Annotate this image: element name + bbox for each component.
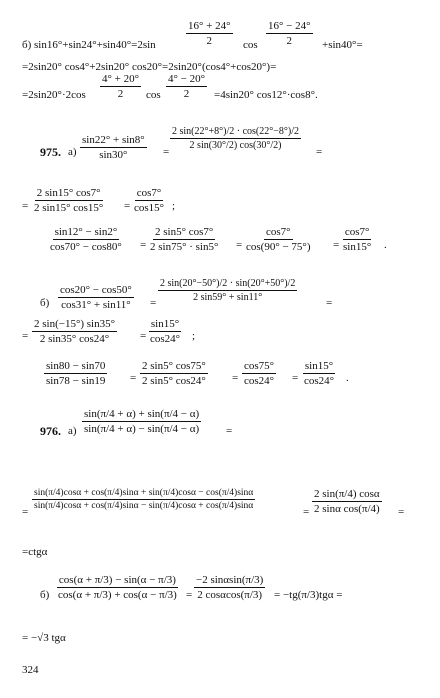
numerator: −2 sinαsin(π/3) bbox=[196, 574, 264, 586]
numerator: sin(π/4)cosα + cos(π/4)sinα + sin(π/4)cosα − cos(π/4)sinα bbox=[34, 488, 254, 498]
denominator: cos24° bbox=[244, 375, 275, 387]
fraction bbox=[302, 360, 336, 387]
denominator: 2 sin15° cos15° bbox=[34, 202, 104, 214]
result: =ctgα bbox=[22, 546, 48, 558]
numerator: 2 sin(20°−50°)/2 · sin(20°+50°)/2 bbox=[160, 278, 296, 289]
expr-tail: =4sin20° cos12°·cos8°. bbox=[214, 89, 318, 101]
numerator: sin12° − sin2° bbox=[54, 226, 118, 238]
denominator: sin78 − sin19 bbox=[46, 375, 106, 387]
fraction bbox=[58, 284, 134, 311]
numerator: cos7° bbox=[265, 226, 291, 238]
denominator: sin(π/4)cosα + cos(π/4)sinα − sin(π/4)cosα + cos(π/4)sinα bbox=[34, 501, 254, 511]
denominator: 2 cosαcos(π/3) bbox=[197, 589, 263, 601]
numerator: sin15° bbox=[150, 318, 180, 330]
denominator: 2 sin(30°/2) cos(30°/2) bbox=[189, 140, 282, 151]
fraction bbox=[242, 360, 276, 387]
denominator: cos15° bbox=[134, 202, 165, 214]
fraction bbox=[158, 278, 297, 303]
numerator: cos7° bbox=[344, 226, 370, 238]
expr-text: б) sin16°+sin24°+sin40°=2sin bbox=[22, 39, 156, 51]
equals: = bbox=[333, 239, 340, 251]
numerator: 2 sin(π/4) cosα bbox=[314, 488, 380, 500]
denominator: cos70° − cos80° bbox=[50, 241, 122, 253]
equals: = bbox=[226, 425, 233, 437]
equals: = bbox=[186, 589, 193, 601]
page-number: 324 bbox=[22, 664, 39, 676]
equals: = bbox=[140, 330, 147, 342]
fraction bbox=[140, 360, 208, 387]
numerator: 2 sin5° cos75° bbox=[142, 360, 206, 372]
problem-number: 976. bbox=[40, 424, 61, 438]
numerator: cos75° bbox=[244, 360, 275, 372]
denominator: 2 bbox=[286, 35, 292, 47]
numerator: cos7° bbox=[136, 187, 162, 199]
expr-line-2: =2sin20° cos4°+2sin20° cos20°=2sin20°(cos4°+cos20°)= bbox=[22, 61, 277, 73]
equals: = bbox=[326, 297, 333, 309]
equals: = bbox=[140, 239, 147, 251]
numerator: 4° + 20° bbox=[102, 73, 140, 85]
denominator: 2 sin75° · sin5° bbox=[150, 241, 219, 253]
subpart-label: а) bbox=[68, 425, 77, 437]
denominator: 2 bbox=[206, 35, 212, 47]
fraction bbox=[32, 488, 255, 511]
denominator: 2 sinα cos(π/4) bbox=[314, 503, 380, 515]
numerator: 2 sin15° cos7° bbox=[36, 187, 101, 199]
equals: = bbox=[163, 146, 170, 158]
numerator: 4° − 20° bbox=[168, 73, 206, 85]
equals: = bbox=[124, 200, 131, 212]
numerator: cos20° − cos50° bbox=[60, 284, 132, 296]
equals: = bbox=[236, 239, 243, 251]
fraction bbox=[341, 226, 373, 253]
equals: = bbox=[130, 372, 137, 384]
fraction bbox=[44, 360, 107, 387]
fraction bbox=[170, 126, 301, 151]
fraction bbox=[186, 20, 233, 47]
result: = −√3 tgα bbox=[22, 632, 66, 644]
denominator: cos31° + sin11° bbox=[61, 299, 131, 311]
numerator: sin80 − sin70 bbox=[46, 360, 106, 372]
fraction bbox=[312, 488, 382, 515]
expr-line-3: =2sin20°·2cos bbox=[22, 89, 86, 101]
numerator: sin(π/4 + α) + sin(π/4 − α) bbox=[84, 408, 200, 420]
punctuation: ; bbox=[192, 330, 196, 342]
problem-number: 975. bbox=[40, 145, 61, 159]
denominator: sin30° bbox=[99, 149, 128, 161]
fraction bbox=[32, 187, 105, 214]
numerator: sin22° + sin8° bbox=[82, 134, 145, 146]
subpart-label: б) bbox=[40, 589, 50, 601]
punctuation: ; bbox=[172, 200, 176, 212]
fraction bbox=[166, 73, 207, 100]
equals: = bbox=[292, 372, 299, 384]
equals: = bbox=[22, 200, 29, 212]
punctuation: . bbox=[384, 239, 387, 251]
fraction bbox=[148, 318, 182, 345]
fraction bbox=[194, 574, 265, 601]
expr-tail: +sin40°= bbox=[322, 39, 363, 51]
fraction bbox=[244, 226, 313, 253]
denominator: 2 bbox=[183, 88, 190, 100]
equals: = bbox=[232, 372, 239, 384]
fraction bbox=[56, 574, 179, 601]
subpart-label: а) bbox=[68, 146, 77, 158]
expr-tail: = −tg(π/3)tgα = bbox=[274, 589, 343, 601]
numerator: 2 sin(22°+8°)/2 · cos(22°−8°)/2 bbox=[172, 126, 299, 137]
cos-text: cos bbox=[243, 39, 258, 51]
fraction bbox=[100, 73, 141, 100]
equals: = bbox=[22, 506, 29, 518]
numerator: 16° + 24° bbox=[188, 20, 231, 32]
denominator: cos24° bbox=[304, 375, 335, 387]
denominator: cos(90° − 75°) bbox=[246, 241, 311, 253]
equals: = bbox=[398, 506, 405, 518]
numerator: 16° − 24° bbox=[268, 20, 311, 32]
punctuation: . bbox=[346, 372, 349, 384]
fraction bbox=[132, 187, 166, 214]
equals: = bbox=[316, 146, 323, 158]
fraction bbox=[266, 20, 313, 47]
denominator: 2 sin35° cos24° bbox=[39, 333, 110, 345]
equals: = bbox=[150, 297, 157, 309]
equals: = bbox=[303, 506, 310, 518]
expr-line-1 bbox=[22, 40, 156, 51]
numerator: sin15° bbox=[304, 360, 334, 372]
denominator: 2 sin59° + sin11° bbox=[193, 292, 263, 303]
denominator: cos24° bbox=[150, 333, 181, 345]
denominator: sin(π/4 + α) − sin(π/4 − α) bbox=[84, 423, 200, 435]
fraction bbox=[32, 318, 117, 345]
fraction bbox=[148, 226, 220, 253]
denominator: 2 sin5° cos24° bbox=[142, 375, 206, 387]
numerator: 2 sin5° cos7° bbox=[155, 226, 214, 238]
fraction bbox=[80, 134, 147, 161]
fraction bbox=[82, 408, 201, 435]
cos-text: cos bbox=[146, 89, 161, 101]
subpart-label: б) bbox=[40, 297, 50, 309]
denominator: cos(α + π/3) + cos(α − π/3) bbox=[58, 589, 177, 601]
fraction bbox=[48, 226, 124, 253]
denominator: 2 bbox=[117, 88, 124, 100]
numerator: cos(α + π/3) − sin(α − π/3) bbox=[58, 574, 176, 586]
equals: = bbox=[22, 330, 29, 342]
numerator: 2 sin(−15°) sin35° bbox=[34, 318, 116, 330]
denominator: sin15° bbox=[343, 241, 372, 253]
